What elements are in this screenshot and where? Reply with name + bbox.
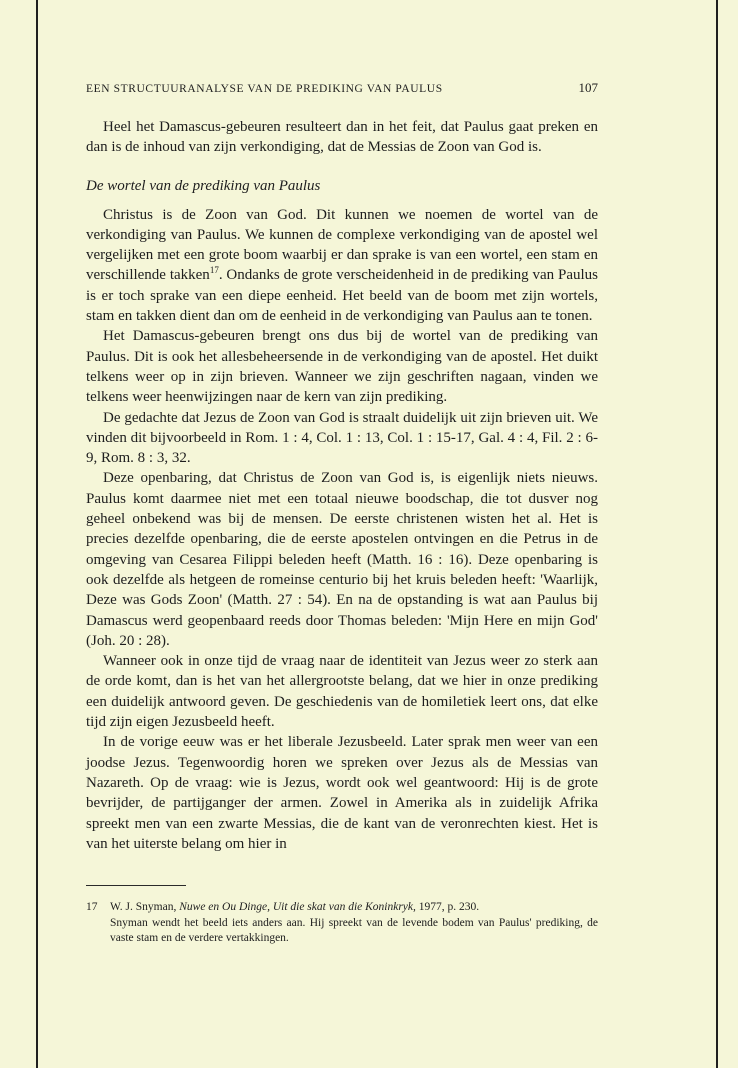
footnote-continuation: Snyman wendt het beeld iets anders aan. Hij spreekt van de levende bodem van Paulus' prediking, de vaste stam en de verdere vertakkingen. xyxy=(110,916,598,944)
running-header xyxy=(86,80,598,96)
paragraph-3: De gedachte dat Jezus de Zoon van God is straalt duidelijk uit zijn brieven uit. We vinden dit bijvoorbeeld in Rom. 1 : 4, Col. 1 : 13, Col. 1 : 15-17, Gal. 4 : 4, Fil. 2 : 6-9, Rom. 8 : 3, 32. xyxy=(86,409,598,467)
paragraph-intro: Heel het Damascus-gebeuren resulteert dan in het feit, dat Paulus gaat preken en dan is de inhoud van zijn verkondiging, dat de Messias de Zoon van God is. xyxy=(86,119,598,156)
paragraph-1-part-a: Christus is de Zoon van God. Dit kunnen we noemen de wortel van de verkondiging van Paulus. We kunnen de complexe verkondiging van de apostel wel vergelijken met een grote boom waarbij er dan sprake is van een wortel, een stam en verschillende takken xyxy=(86,206,598,284)
paragraph-5: Wanneer ook in onze tijd de vraag naar de identiteit van Jezus weer zo sterk aan de orde komt, dan is het van het allergrootste belang, dat we hier in onze prediking een duidelijk antwoord geven. De geschiedenis van de homiletiek leert ons, dat elke tijd zijn eigen Jezusbeeld heeft. xyxy=(86,653,598,731)
footnote-reference: 17 xyxy=(209,265,219,276)
paragraph-4: Deze openbaring, dat Christus de Zoon van God is, is eigenlijk niets nieuws. Paulus komt daarmee niet met een totaal nieuwe boodschap, die tot dusver nog geheel onbekend was bij de mensen. De eerste christenen wisten het al. Het is precies dezelfde openbaring, die de eerste apostelen ontvingen en die Petrus in de omgeving van Cesarea Filippi beleden heeft (Matth. 16 : 16). Deze openbaring is ook dezelfde als hetgeen de romeinse centurio bij het kruis beleden heeft: 'Waarlijk, Deze was Gods Zoon' (Matth. 27 : 54). En na de opstanding is wat aan Paulus bij Damascus werd geopenbaard reeds door Thomas beleden: 'Mijn Here en mijn God' (Joh. 20 : 28). xyxy=(86,470,598,649)
footnote-number: 17 xyxy=(86,901,98,913)
footnote xyxy=(86,900,598,947)
paragraph-2: Het Damascus-gebeuren brengt ons dus bij de wortel van de prediking van Paulus. Dit is ook het allesbeheersende in de verkondiging van de apostel. Het duikt telkens weer op in zijn brieven. Wanneer we zijn geschriften nagaan, vinden we telkens weer heenwijzingen naar de kern van zijn prediking. xyxy=(86,328,598,406)
paragraph-1-part-b: . Ondanks de grote verscheidenheid in de prediking van Paulus is er toch sprake van een diepe eenheid. Het beeld van de boom met zijn wortels, stam en takken dient dan om de eenheid in de verkondiging van Paulus aan te tonen. xyxy=(86,267,598,325)
page-number: 107 xyxy=(578,80,598,95)
paragraph-1 xyxy=(86,205,598,327)
paragraph-6: In de vorige eeuw was er het liberale Jezusbeeld. Later sprak men weer van een joodse Jezus. Tegenwoordig horen we spreken over Jezus als de Messias van Nazareth. Op de vraag: wie is Jezus, wordt ook wel geantwoord: Hij is de grote bevrijder, de partijganger der armen. Zowel in Amerika als in zuidelijk Afrika spreekt men van een zwarte Messias, die de kant van de veronrechten kiest. Het is van het uiterste belang om hier in xyxy=(86,734,598,852)
page-edge-left xyxy=(36,0,38,1068)
footnote-divider xyxy=(86,885,186,886)
section-heading: De wortel van de prediking van Paulus xyxy=(86,177,321,194)
main-text xyxy=(86,117,598,854)
page-edge-right xyxy=(716,0,718,1068)
footnote-line-1 xyxy=(86,900,598,916)
footnote-author: W. J. Snyman, xyxy=(110,901,180,913)
footnote-publication: 1977, p. 230. xyxy=(415,901,480,913)
footnote-work-title: Nuwe en Ou Dinge, Uit die skat van die Koninkryk, xyxy=(179,901,416,913)
running-head-title: EEN STRUCTUURANALYSE VAN DE PREDIKING VAN PAULUS xyxy=(86,83,443,95)
